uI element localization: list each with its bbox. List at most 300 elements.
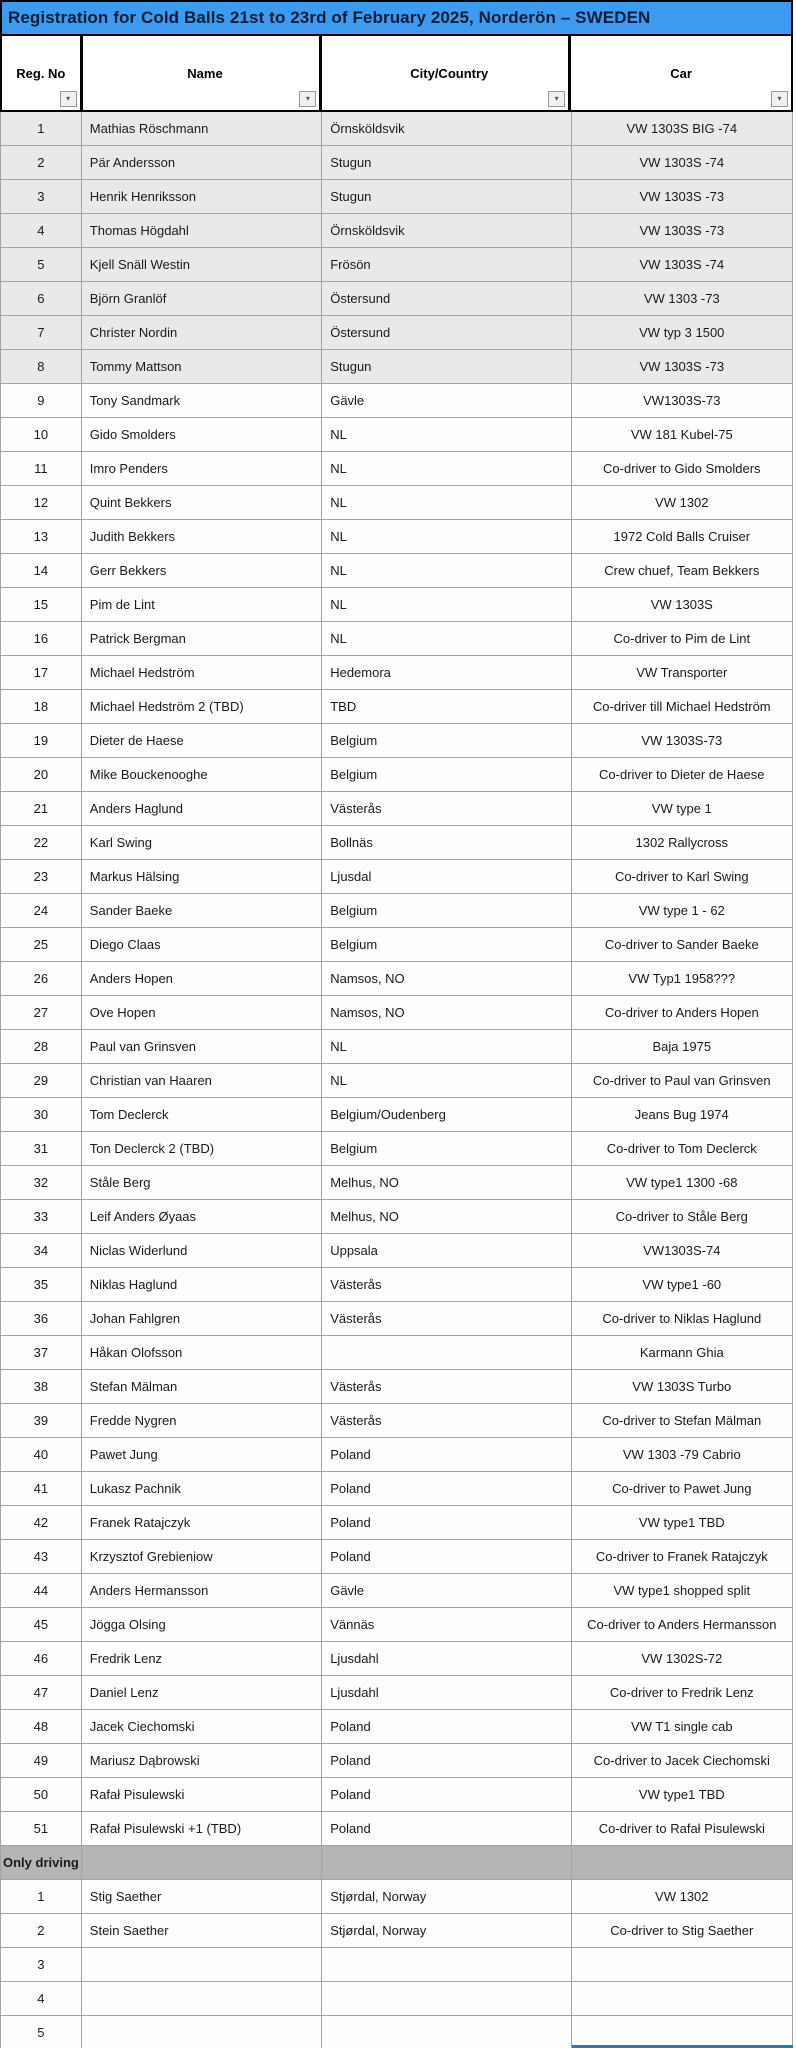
name-cell[interactable]	[82, 1710, 322, 1743]
reg-cell-text: 39	[33, 1413, 49, 1428]
car-cell[interactable]	[572, 112, 792, 145]
city-cell[interactable]	[322, 1812, 571, 1845]
reg-cell[interactable]	[1, 1064, 82, 1097]
reg-cell[interactable]	[1, 928, 82, 961]
city-cell-text: Poland	[330, 1719, 371, 1734]
city-cell[interactable]	[322, 894, 571, 927]
city-cell[interactable]	[322, 1540, 571, 1573]
reg-cell[interactable]	[1, 1914, 82, 1947]
city-cell[interactable]	[322, 622, 571, 655]
city-cell[interactable]	[322, 1438, 571, 1471]
reg-cell[interactable]	[1, 894, 82, 927]
reg-cell[interactable]	[1, 2016, 82, 2048]
name-cell-text: Gido Smolders	[89, 427, 176, 442]
city-cell[interactable]	[322, 282, 571, 315]
car-cell[interactable]	[572, 1710, 792, 1743]
car-cell[interactable]	[572, 350, 792, 383]
name-cell[interactable]	[82, 1948, 322, 1981]
city-cell[interactable]	[322, 384, 571, 417]
reg-cell[interactable]	[1, 214, 82, 247]
car-cell[interactable]	[572, 860, 792, 893]
car-cell[interactable]	[572, 1608, 792, 1641]
name-cell[interactable]	[82, 1744, 322, 1777]
name-cell[interactable]	[82, 894, 322, 927]
city-cell[interactable]	[322, 1642, 571, 1675]
car-cell[interactable]	[572, 520, 792, 553]
reg-cell[interactable]	[1, 1982, 82, 2015]
city-cell[interactable]	[322, 1404, 571, 1437]
car-cell[interactable]	[572, 1404, 792, 1437]
city-cell[interactable]	[322, 1234, 571, 1267]
car-cell[interactable]	[572, 282, 792, 315]
name-cell[interactable]	[82, 1438, 322, 1471]
city-cell[interactable]	[322, 1030, 571, 1063]
car-cell[interactable]	[572, 1642, 792, 1675]
city-cell[interactable]	[322, 792, 571, 825]
name-cell[interactable]	[82, 1166, 322, 1199]
reg-cell-text: 18	[33, 699, 49, 714]
city-cell[interactable]	[322, 1268, 571, 1301]
car-cell[interactable]	[572, 1880, 792, 1913]
reg-cell[interactable]	[1, 1506, 82, 1539]
name-cell[interactable]	[82, 1200, 322, 1233]
reg-cell[interactable]	[1, 486, 82, 519]
car-cell-text: Co-driver to Dieter de Haese	[599, 767, 765, 782]
name-cell[interactable]	[82, 792, 322, 825]
reg-cell[interactable]	[1, 112, 82, 145]
city-cell[interactable]	[322, 520, 571, 553]
car-cell-text: 1302 Rallycross	[635, 835, 729, 850]
car-cell[interactable]	[572, 418, 792, 451]
name-cell[interactable]	[82, 1064, 322, 1097]
city-cell[interactable]	[322, 1778, 571, 1811]
car-cell-text: Co-driver to Anders Hermansson	[587, 1617, 777, 1632]
name-cell[interactable]	[82, 1846, 322, 1879]
name-cell[interactable]	[82, 1370, 322, 1403]
reg-cell[interactable]	[1, 622, 82, 655]
reg-cell[interactable]	[1, 690, 82, 723]
reg-cell[interactable]	[1, 1880, 82, 1913]
reg-cell[interactable]	[1, 1608, 82, 1641]
city-cell[interactable]	[322, 656, 571, 689]
car-cell[interactable]	[572, 1132, 792, 1165]
car-cell[interactable]	[572, 1506, 792, 1539]
reg-cell[interactable]	[1, 1710, 82, 1743]
reg-cell[interactable]	[1, 1472, 82, 1505]
city-cell[interactable]	[322, 1098, 571, 1131]
car-cell[interactable]	[572, 1744, 792, 1777]
city-cell-text: NL	[330, 1073, 347, 1088]
car-cell-text: Crew chuef, Team Bekkers	[604, 563, 760, 578]
name-cell[interactable]	[82, 418, 322, 451]
city-cell[interactable]	[322, 2016, 571, 2048]
name-cell[interactable]	[82, 146, 322, 179]
city-cell[interactable]	[322, 418, 571, 451]
reg-cell[interactable]	[1, 1948, 82, 1981]
car-cell[interactable]	[572, 554, 792, 587]
name-cell[interactable]	[82, 1540, 322, 1573]
name-cell[interactable]	[82, 1880, 322, 1913]
reg-cell[interactable]	[1, 1370, 82, 1403]
name-cell-text: Lukasz Pachnik	[89, 1481, 181, 1496]
city-cell[interactable]	[322, 554, 571, 587]
car-cell[interactable]	[572, 248, 792, 281]
city-cell[interactable]	[322, 1846, 571, 1879]
name-cell-text: Krzysztof Grebieniow	[89, 1549, 213, 1564]
city-cell-text: Namsos, NO	[330, 1005, 405, 1020]
car-cell-text: Co-driver to Stefan Mälman	[602, 1413, 762, 1428]
car-cell[interactable]	[572, 1200, 792, 1233]
city-cell[interactable]	[322, 1506, 571, 1539]
car-cell[interactable]	[572, 1302, 792, 1335]
name-cell[interactable]	[82, 1914, 322, 1947]
car-cell-text: VW 1302	[655, 1889, 709, 1904]
reg-cell[interactable]	[1, 792, 82, 825]
reg-cell[interactable]	[1, 180, 82, 213]
table-row	[1, 860, 792, 894]
city-cell[interactable]	[322, 690, 571, 723]
city-cell[interactable]	[322, 724, 571, 757]
reg-cell[interactable]	[1, 1098, 82, 1131]
city-cell[interactable]	[322, 1336, 571, 1369]
table-row	[1, 452, 792, 486]
filter-dropdown-button[interactable]	[771, 91, 788, 107]
name-cell[interactable]	[82, 180, 322, 213]
name-cell-text: Jacek Ciechomski	[89, 1719, 195, 1734]
reg-cell[interactable]	[1, 418, 82, 451]
car-cell[interactable]	[572, 928, 792, 961]
name-cell[interactable]	[82, 350, 322, 383]
city-cell[interactable]	[322, 1302, 571, 1335]
reg-cell[interactable]	[1, 962, 82, 995]
reg-cell[interactable]	[1, 1336, 82, 1369]
reg-cell[interactable]	[1, 860, 82, 893]
city-cell[interactable]	[322, 452, 571, 485]
name-cell[interactable]	[82, 1336, 322, 1369]
reg-cell-text: 49	[33, 1753, 49, 1768]
reg-cell[interactable]	[1, 1166, 82, 1199]
table-row	[1, 1914, 792, 1948]
car-cell-text: Co-driver to Ståle Berg	[615, 1209, 748, 1224]
car-cell[interactable]	[572, 384, 792, 417]
reg-cell[interactable]	[1, 554, 82, 587]
city-cell[interactable]	[322, 1200, 571, 1233]
car-cell[interactable]	[572, 1574, 792, 1607]
reg-cell[interactable]	[1, 996, 82, 1029]
name-cell[interactable]	[82, 1132, 322, 1165]
name-cell[interactable]	[82, 1778, 322, 1811]
table-row	[1, 384, 792, 418]
name-cell[interactable]	[82, 2016, 322, 2048]
name-cell-text: Gerr Bekkers	[89, 563, 167, 578]
car-cell[interactable]	[572, 1268, 792, 1301]
column-header-label: City/Country	[410, 65, 489, 81]
city-cell[interactable]	[322, 1064, 571, 1097]
reg-cell[interactable]	[1, 1234, 82, 1267]
name-cell-text: Judith Bekkers	[89, 529, 176, 544]
name-cell[interactable]	[82, 1098, 322, 1131]
car-cell-text: Karmann Ghia	[639, 1345, 724, 1360]
name-cell[interactable]	[82, 826, 322, 859]
city-cell[interactable]	[322, 860, 571, 893]
reg-cell[interactable]	[1, 1812, 82, 1845]
car-cell-text: VW typ 3 1500	[639, 325, 725, 340]
name-cell[interactable]	[82, 316, 322, 349]
car-cell[interactable]	[572, 894, 792, 927]
name-cell[interactable]	[82, 1812, 322, 1845]
car-cell[interactable]	[572, 962, 792, 995]
car-cell[interactable]	[572, 180, 792, 213]
city-cell[interactable]	[322, 928, 571, 961]
name-cell[interactable]	[82, 1982, 322, 2015]
name-cell-text: Ove Hopen	[89, 1005, 156, 1020]
name-cell[interactable]	[82, 248, 322, 281]
name-cell[interactable]	[82, 724, 322, 757]
reg-cell[interactable]	[1, 1778, 82, 1811]
name-cell[interactable]	[82, 520, 322, 553]
car-cell[interactable]	[572, 1540, 792, 1573]
car-cell[interactable]	[572, 1438, 792, 1471]
reg-cell[interactable]	[1, 758, 82, 791]
reg-cell[interactable]	[1, 1030, 82, 1063]
reg-cell-text: 5	[37, 257, 45, 272]
name-cell-text: Ståle Berg	[89, 1175, 151, 1190]
car-cell-text: Co-driver to Anders Hopen	[604, 1005, 759, 1020]
name-cell[interactable]	[82, 1234, 322, 1267]
city-cell[interactable]	[322, 962, 571, 995]
name-cell[interactable]	[82, 554, 322, 587]
reg-cell[interactable]	[1, 1676, 82, 1709]
name-cell[interactable]	[82, 1268, 322, 1301]
name-cell[interactable]	[82, 1404, 322, 1437]
car-cell[interactable]	[572, 996, 792, 1029]
name-cell[interactable]	[82, 1574, 322, 1607]
name-cell[interactable]	[82, 928, 322, 961]
car-cell[interactable]	[572, 1914, 792, 1947]
car-cell[interactable]	[572, 1064, 792, 1097]
reg-cell[interactable]	[1, 1574, 82, 1607]
city-cell-text: NL	[330, 1039, 347, 1054]
car-cell[interactable]	[572, 690, 792, 723]
name-cell[interactable]	[82, 1676, 322, 1709]
filter-dropdown-button[interactable]	[60, 91, 77, 107]
reg-cell[interactable]	[1, 384, 82, 417]
name-cell[interactable]	[82, 758, 322, 791]
car-cell-text: VW 181 Kubel-75	[630, 427, 733, 442]
city-cell[interactable]	[322, 1676, 571, 1709]
city-cell[interactable]	[322, 350, 571, 383]
car-cell[interactable]	[572, 1982, 792, 2015]
car-cell[interactable]	[572, 1166, 792, 1199]
car-cell[interactable]	[572, 588, 792, 621]
name-cell[interactable]	[82, 214, 322, 247]
name-cell[interactable]	[82, 1472, 322, 1505]
reg-cell[interactable]	[1, 248, 82, 281]
name-cell[interactable]	[82, 588, 322, 621]
table-row	[1, 418, 792, 452]
name-cell-text: Björn Granlöf	[89, 291, 167, 306]
city-cell[interactable]	[322, 758, 571, 791]
car-cell[interactable]	[572, 1812, 792, 1845]
reg-cell[interactable]	[1, 1744, 82, 1777]
reg-cell[interactable]	[1, 350, 82, 383]
name-cell[interactable]	[82, 1302, 322, 1335]
city-cell[interactable]	[322, 112, 571, 145]
city-cell[interactable]	[322, 146, 571, 179]
car-cell[interactable]	[572, 1370, 792, 1403]
city-cell[interactable]	[322, 826, 571, 859]
reg-cell[interactable]	[1, 1132, 82, 1165]
city-cell-text: Östersund	[330, 325, 391, 340]
name-cell[interactable]	[82, 622, 322, 655]
car-cell[interactable]	[572, 1472, 792, 1505]
car-cell[interactable]	[572, 146, 792, 179]
table-row	[1, 112, 792, 146]
car-cell[interactable]	[572, 622, 792, 655]
car-cell[interactable]	[572, 1234, 792, 1267]
name-cell[interactable]	[82, 1030, 322, 1063]
name-cell-text: Stein Saether	[89, 1923, 169, 1938]
name-cell[interactable]	[82, 962, 322, 995]
city-cell[interactable]	[322, 588, 571, 621]
city-cell[interactable]	[322, 1710, 571, 1743]
reg-cell[interactable]	[1, 588, 82, 621]
reg-cell[interactable]	[1, 1302, 82, 1335]
reg-cell[interactable]	[1, 1438, 82, 1471]
car-cell[interactable]	[572, 656, 792, 689]
name-cell[interactable]	[82, 452, 322, 485]
reg-cell-text: 6	[37, 291, 45, 306]
city-cell[interactable]	[322, 1132, 571, 1165]
name-cell[interactable]	[82, 1642, 322, 1675]
city-cell-text: Ljusdahl	[330, 1685, 379, 1700]
chevron-down-icon: ▾	[305, 94, 310, 103]
car-cell[interactable]	[572, 826, 792, 859]
car-cell[interactable]	[572, 214, 792, 247]
city-cell[interactable]	[322, 1744, 571, 1777]
car-cell[interactable]	[572, 1030, 792, 1063]
car-cell[interactable]	[572, 486, 792, 519]
reg-cell[interactable]	[1, 1540, 82, 1573]
name-cell[interactable]	[82, 486, 322, 519]
city-cell[interactable]	[322, 486, 571, 519]
car-cell[interactable]	[572, 758, 792, 791]
car-cell[interactable]	[572, 1948, 792, 1981]
car-cell-text: Co-driver to Pim de Lint	[613, 631, 751, 646]
name-cell[interactable]	[82, 384, 322, 417]
name-cell-text: Jögga Olsing	[89, 1617, 166, 1632]
name-cell-text: Markus Hälsing	[89, 869, 180, 884]
reg-cell-text: 29	[33, 1073, 49, 1088]
column-header-name	[83, 36, 323, 110]
table-body	[0, 112, 793, 2048]
car-cell-text: VW 1303 -73	[643, 291, 720, 306]
city-cell[interactable]	[322, 1914, 571, 1947]
reg-cell[interactable]	[1, 826, 82, 859]
table-row	[1, 1880, 792, 1914]
name-cell[interactable]	[82, 1506, 322, 1539]
car-cell[interactable]	[572, 2016, 792, 2048]
filter-dropdown-button[interactable]	[299, 91, 316, 107]
car-cell[interactable]	[572, 316, 792, 349]
reg-cell[interactable]	[1, 1200, 82, 1233]
name-cell[interactable]	[82, 860, 322, 893]
reg-cell-text: 10	[33, 427, 49, 442]
city-cell[interactable]	[322, 1948, 571, 1981]
city-cell[interactable]	[322, 248, 571, 281]
name-cell-text: Anders Hermansson	[89, 1583, 209, 1598]
car-cell-text: Co-driver to Rafał Pisulewski	[598, 1821, 765, 1836]
city-cell[interactable]	[322, 1472, 571, 1505]
reg-cell-text: 13	[33, 529, 49, 544]
table-row	[1, 1302, 792, 1336]
name-cell[interactable]	[82, 1608, 322, 1641]
reg-cell-text: 43	[33, 1549, 49, 1564]
car-cell-text: VW 1302	[655, 495, 709, 510]
city-cell[interactable]	[322, 214, 571, 247]
city-cell[interactable]	[322, 1982, 571, 2015]
car-cell-text: Co-driver to Fredrik Lenz	[609, 1685, 754, 1700]
filter-dropdown-button[interactable]	[548, 91, 565, 107]
reg-cell[interactable]	[1, 1404, 82, 1437]
city-cell[interactable]	[322, 1166, 571, 1199]
reg-cell[interactable]	[1, 520, 82, 553]
city-cell[interactable]	[322, 180, 571, 213]
reg-cell[interactable]	[1, 282, 82, 315]
reg-cell[interactable]	[1, 1642, 82, 1675]
reg-cell[interactable]	[1, 1846, 82, 1879]
car-cell[interactable]	[572, 792, 792, 825]
reg-cell-text: 27	[33, 1005, 49, 1020]
city-cell-text: NL	[330, 597, 347, 612]
reg-cell-text: 4	[37, 223, 45, 238]
car-cell[interactable]	[572, 1676, 792, 1709]
car-cell[interactable]	[572, 1846, 792, 1879]
reg-cell[interactable]	[1, 452, 82, 485]
reg-cell[interactable]	[1, 316, 82, 349]
name-cell[interactable]	[82, 690, 322, 723]
city-cell-text: Poland	[330, 1481, 371, 1496]
name-cell[interactable]	[82, 282, 322, 315]
name-cell[interactable]	[82, 996, 322, 1029]
city-cell-text: Stugun	[330, 359, 372, 374]
city-cell[interactable]	[322, 1608, 571, 1641]
city-cell[interactable]	[322, 1880, 571, 1913]
city-cell[interactable]	[322, 996, 571, 1029]
car-cell[interactable]	[572, 452, 792, 485]
name-cell-text: Henrik Henriksson	[89, 189, 196, 204]
reg-cell[interactable]	[1, 146, 82, 179]
name-cell[interactable]	[82, 656, 322, 689]
table-row	[1, 690, 792, 724]
car-cell[interactable]	[572, 1778, 792, 1811]
car-cell-text: VW type 1 - 62	[638, 903, 725, 918]
table-row	[1, 248, 792, 282]
reg-cell-text: 2	[37, 155, 45, 170]
car-cell[interactable]	[572, 1098, 792, 1131]
name-cell[interactable]	[82, 112, 322, 145]
car-cell[interactable]	[572, 724, 792, 757]
city-cell[interactable]	[322, 1574, 571, 1607]
reg-cell[interactable]	[1, 724, 82, 757]
table-row	[1, 622, 792, 656]
table-row	[1, 1812, 792, 1846]
reg-cell[interactable]	[1, 656, 82, 689]
city-cell[interactable]	[322, 1370, 571, 1403]
city-cell[interactable]	[322, 316, 571, 349]
reg-cell[interactable]	[1, 1268, 82, 1301]
car-cell[interactable]	[572, 1336, 792, 1369]
